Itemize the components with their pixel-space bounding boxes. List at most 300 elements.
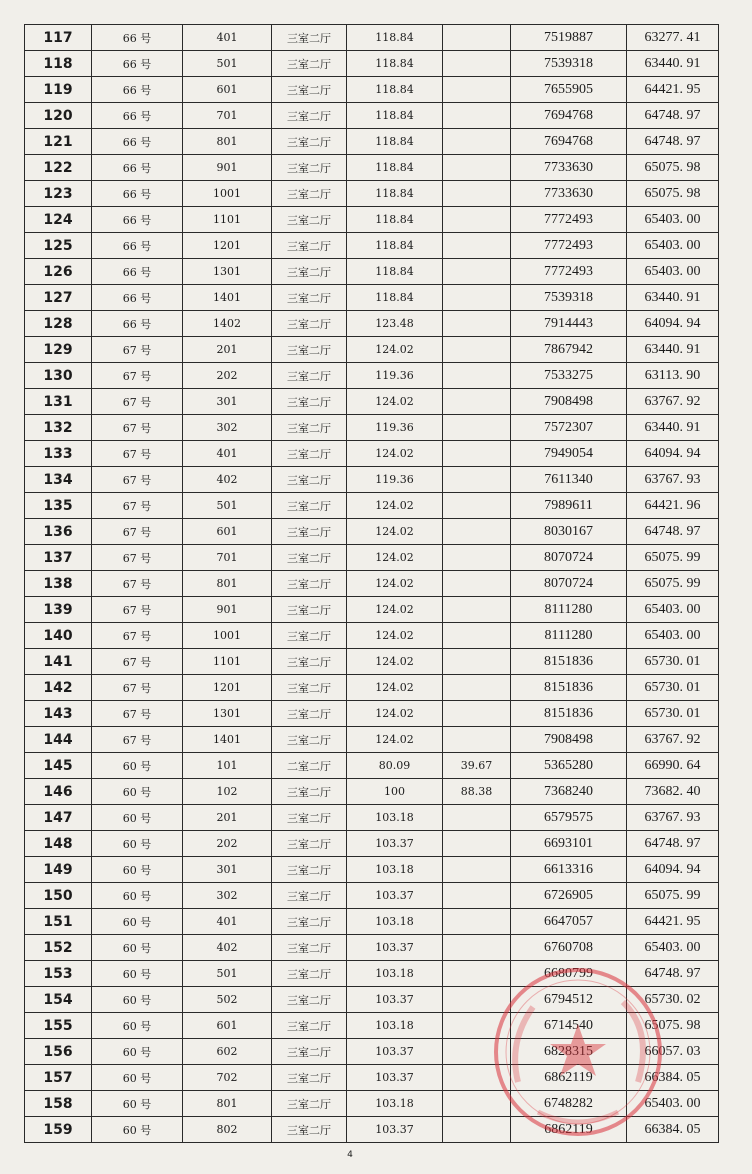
table-row (25, 649, 719, 675)
extra-area-cell (443, 987, 511, 1013)
unit-number-cell: 701 (183, 545, 272, 571)
unit-number-cell: 201 (183, 805, 272, 831)
layout-type-cell: 二室二厅 (272, 753, 347, 779)
unit-number-cell: 402 (183, 935, 272, 961)
unit-price-cell: 65730. 02 (627, 987, 719, 1013)
total-price-cell: 6828315 (511, 1039, 627, 1065)
table-row (25, 441, 719, 467)
floor-area-cell: 123.48 (347, 311, 443, 337)
floor-area-cell: 103.37 (347, 1065, 443, 1091)
floor-area-cell: 103.18 (347, 857, 443, 883)
building-number-cell: 60 号 (92, 1013, 183, 1039)
layout-type-cell: 三室二厅 (272, 961, 347, 987)
total-price-cell: 7908498 (511, 389, 627, 415)
total-price-cell: 7908498 (511, 727, 627, 753)
total-price-cell: 8151836 (511, 701, 627, 727)
extra-area-cell (443, 493, 511, 519)
unit-price-cell: 64748. 97 (627, 129, 719, 155)
floor-area-cell: 118.84 (347, 51, 443, 77)
layout-type-cell: 三室二厅 (272, 51, 347, 77)
total-price-cell: 8151836 (511, 675, 627, 701)
floor-area-cell: 118.84 (347, 103, 443, 129)
building-number-cell: 66 号 (92, 207, 183, 233)
floor-area-cell: 118.84 (347, 25, 443, 51)
unit-number-cell: 502 (183, 987, 272, 1013)
floor-area-cell: 124.02 (347, 519, 443, 545)
row-number-cell: 117 (25, 25, 92, 51)
row-number-cell: 129 (25, 337, 92, 363)
extra-area-cell (443, 259, 511, 285)
building-number-cell: 60 号 (92, 1117, 183, 1143)
extra-area-cell (443, 207, 511, 233)
row-number-cell: 126 (25, 259, 92, 285)
row-number-cell: 134 (25, 467, 92, 493)
layout-type-cell: 三室二厅 (272, 857, 347, 883)
layout-type-cell: 三室二厅 (272, 545, 347, 571)
total-price-cell: 5365280 (511, 753, 627, 779)
floor-area-cell: 119.36 (347, 467, 443, 493)
unit-number-cell: 1001 (183, 181, 272, 207)
total-price-cell: 7611340 (511, 467, 627, 493)
extra-area-cell (443, 857, 511, 883)
row-number-cell: 128 (25, 311, 92, 337)
unit-number-cell: 401 (183, 441, 272, 467)
floor-area-cell: 124.02 (347, 727, 443, 753)
table-row (25, 155, 719, 181)
layout-type-cell: 三室二厅 (272, 259, 347, 285)
layout-type-cell: 三室二厅 (272, 311, 347, 337)
row-number-cell: 150 (25, 883, 92, 909)
total-price-cell: 8070724 (511, 571, 627, 597)
extra-area-cell (443, 155, 511, 181)
layout-type-cell: 三室二厅 (272, 467, 347, 493)
floor-area-cell: 124.02 (347, 649, 443, 675)
row-number-cell: 152 (25, 935, 92, 961)
building-number-cell: 66 号 (92, 51, 183, 77)
building-number-cell: 67 号 (92, 415, 183, 441)
extra-area-cell (443, 389, 511, 415)
row-number-cell: 140 (25, 623, 92, 649)
total-price-cell: 6693101 (511, 831, 627, 857)
row-number-cell: 159 (25, 1117, 92, 1143)
building-number-cell: 60 号 (92, 909, 183, 935)
floor-area-cell: 119.36 (347, 363, 443, 389)
row-number-cell: 135 (25, 493, 92, 519)
row-number-cell: 145 (25, 753, 92, 779)
unit-price-cell: 65403. 00 (627, 233, 719, 259)
floor-area-cell: 124.02 (347, 493, 443, 519)
unit-price-cell: 65075. 98 (627, 1013, 719, 1039)
unit-number-cell: 602 (183, 1039, 272, 1065)
floor-area-cell: 124.02 (347, 623, 443, 649)
table-row (25, 415, 719, 441)
building-number-cell: 66 号 (92, 103, 183, 129)
floor-area-cell: 124.02 (347, 545, 443, 571)
unit-number-cell: 202 (183, 363, 272, 389)
total-price-cell: 8151836 (511, 649, 627, 675)
floor-area-cell: 118.84 (347, 181, 443, 207)
floor-area-cell: 124.02 (347, 571, 443, 597)
unit-number-cell: 801 (183, 571, 272, 597)
table-row (25, 701, 719, 727)
unit-number-cell: 1201 (183, 675, 272, 701)
layout-type-cell: 三室二厅 (272, 25, 347, 51)
total-price-cell: 8111280 (511, 623, 627, 649)
extra-area-cell (443, 571, 511, 597)
building-number-cell: 66 号 (92, 259, 183, 285)
total-price-cell: 6862119 (511, 1065, 627, 1091)
floor-area-cell: 124.02 (347, 701, 443, 727)
table-row (25, 207, 719, 233)
row-number-cell: 120 (25, 103, 92, 129)
row-number-cell: 131 (25, 389, 92, 415)
building-number-cell: 60 号 (92, 935, 183, 961)
table-row (25, 961, 719, 987)
extra-area-cell (443, 831, 511, 857)
unit-price-cell: 66990. 64 (627, 753, 719, 779)
table-row (25, 727, 719, 753)
extra-area-cell (443, 311, 511, 337)
row-number-cell: 151 (25, 909, 92, 935)
total-price-cell: 7655905 (511, 77, 627, 103)
table-row (25, 77, 719, 103)
floor-area-cell: 118.84 (347, 77, 443, 103)
layout-type-cell: 三室二厅 (272, 233, 347, 259)
extra-area-cell (443, 441, 511, 467)
unit-number-cell: 1401 (183, 727, 272, 753)
layout-type-cell: 三室二厅 (272, 1091, 347, 1117)
building-number-cell: 66 号 (92, 233, 183, 259)
floor-area-cell: 124.02 (347, 597, 443, 623)
extra-area-cell (443, 51, 511, 77)
building-number-cell: 67 号 (92, 675, 183, 701)
total-price-cell: 7368240 (511, 779, 627, 805)
building-number-cell: 67 号 (92, 363, 183, 389)
unit-price-cell: 66384. 05 (627, 1065, 719, 1091)
floor-area-cell: 124.02 (347, 675, 443, 701)
floor-area-cell: 118.84 (347, 233, 443, 259)
unit-price-cell: 63767. 92 (627, 389, 719, 415)
layout-type-cell: 三室二厅 (272, 649, 347, 675)
unit-number-cell: 301 (183, 857, 272, 883)
floor-area-cell: 119.36 (347, 415, 443, 441)
table-row (25, 1117, 719, 1143)
building-number-cell: 60 号 (92, 805, 183, 831)
unit-price-cell: 64094. 94 (627, 857, 719, 883)
unit-price-cell: 65403. 00 (627, 259, 719, 285)
unit-number-cell: 601 (183, 1013, 272, 1039)
row-number-cell: 144 (25, 727, 92, 753)
building-number-cell: 66 号 (92, 77, 183, 103)
building-number-cell: 60 号 (92, 961, 183, 987)
row-number-cell: 149 (25, 857, 92, 883)
table-row (25, 311, 719, 337)
extra-area-cell (443, 233, 511, 259)
extra-area-cell (443, 701, 511, 727)
extra-area-cell (443, 1091, 511, 1117)
table-row (25, 753, 719, 779)
extra-area-cell (443, 1013, 511, 1039)
table-row (25, 233, 719, 259)
total-price-cell: 8070724 (511, 545, 627, 571)
unit-price-cell: 64748. 97 (627, 961, 719, 987)
extra-area-cell: 88.38 (443, 779, 511, 805)
building-number-cell: 67 号 (92, 545, 183, 571)
row-number-cell: 136 (25, 519, 92, 545)
unit-number-cell: 202 (183, 831, 272, 857)
extra-area-cell (443, 961, 511, 987)
building-number-cell: 66 号 (92, 285, 183, 311)
layout-type-cell: 三室二厅 (272, 987, 347, 1013)
total-price-cell: 7539318 (511, 285, 627, 311)
building-number-cell: 67 号 (92, 467, 183, 493)
table-row (25, 259, 719, 285)
table-row (25, 519, 719, 545)
unit-price-cell: 65403. 00 (627, 623, 719, 649)
table-row (25, 285, 719, 311)
total-price-cell: 6794512 (511, 987, 627, 1013)
table-row (25, 1039, 719, 1065)
unit-price-cell: 73682. 40 (627, 779, 719, 805)
row-number-cell: 146 (25, 779, 92, 805)
unit-number-cell: 901 (183, 155, 272, 181)
floor-area-cell: 103.37 (347, 935, 443, 961)
unit-price-cell: 65075. 98 (627, 181, 719, 207)
floor-area-cell: 124.02 (347, 389, 443, 415)
layout-type-cell: 三室二厅 (272, 1013, 347, 1039)
table-body (25, 25, 719, 1143)
row-number-cell: 118 (25, 51, 92, 77)
row-number-cell: 139 (25, 597, 92, 623)
table-row (25, 831, 719, 857)
layout-type-cell: 三室二厅 (272, 779, 347, 805)
unit-number-cell: 1301 (183, 259, 272, 285)
page-number: 4 (347, 1150, 353, 1160)
total-price-cell: 6613316 (511, 857, 627, 883)
building-number-cell: 67 号 (92, 441, 183, 467)
total-price-cell: 6748282 (511, 1091, 627, 1117)
unit-price-cell: 64748. 97 (627, 519, 719, 545)
layout-type-cell: 三室二厅 (272, 883, 347, 909)
unit-price-cell: 65730. 01 (627, 649, 719, 675)
building-number-cell: 60 号 (92, 831, 183, 857)
row-number-cell: 121 (25, 129, 92, 155)
total-price-cell: 7694768 (511, 103, 627, 129)
unit-price-cell: 66057. 03 (627, 1039, 719, 1065)
unit-price-cell: 63113. 90 (627, 363, 719, 389)
extra-area-cell (443, 727, 511, 753)
total-price-cell: 7533275 (511, 363, 627, 389)
unit-price-cell: 64421. 96 (627, 493, 719, 519)
row-number-cell: 133 (25, 441, 92, 467)
layout-type-cell: 三室二厅 (272, 597, 347, 623)
unit-number-cell: 601 (183, 519, 272, 545)
table-row (25, 389, 719, 415)
floor-area-cell: 118.84 (347, 155, 443, 181)
housing-price-table (24, 24, 719, 1143)
total-price-cell: 6714540 (511, 1013, 627, 1039)
total-price-cell: 6647057 (511, 909, 627, 935)
total-price-cell: 7867942 (511, 337, 627, 363)
layout-type-cell: 三室二厅 (272, 831, 347, 857)
layout-type-cell: 三室二厅 (272, 77, 347, 103)
unit-price-cell: 63277. 41 (627, 25, 719, 51)
building-number-cell: 60 号 (92, 1039, 183, 1065)
total-price-cell: 7694768 (511, 129, 627, 155)
total-price-cell: 7733630 (511, 155, 627, 181)
building-number-cell: 67 号 (92, 519, 183, 545)
floor-area-cell: 103.37 (347, 987, 443, 1013)
extra-area-cell (443, 415, 511, 441)
total-price-cell: 6579575 (511, 805, 627, 831)
row-number-cell: 141 (25, 649, 92, 675)
unit-number-cell: 601 (183, 77, 272, 103)
unit-price-cell: 64421. 95 (627, 77, 719, 103)
layout-type-cell: 三室二厅 (272, 207, 347, 233)
unit-price-cell: 66384. 05 (627, 1117, 719, 1143)
unit-number-cell: 1402 (183, 311, 272, 337)
building-number-cell: 60 号 (92, 883, 183, 909)
table-row (25, 857, 719, 883)
total-price-cell: 7539318 (511, 51, 627, 77)
unit-number-cell: 201 (183, 337, 272, 363)
table-row (25, 1013, 719, 1039)
total-price-cell: 7989611 (511, 493, 627, 519)
extra-area-cell (443, 363, 511, 389)
total-price-cell: 7572307 (511, 415, 627, 441)
unit-number-cell: 1401 (183, 285, 272, 311)
table-row (25, 909, 719, 935)
building-number-cell: 67 号 (92, 623, 183, 649)
unit-number-cell: 1201 (183, 233, 272, 259)
row-number-cell: 122 (25, 155, 92, 181)
layout-type-cell: 三室二厅 (272, 675, 347, 701)
unit-number-cell: 101 (183, 753, 272, 779)
unit-price-cell: 65075. 99 (627, 883, 719, 909)
unit-price-cell: 63440. 91 (627, 51, 719, 77)
extra-area-cell (443, 285, 511, 311)
layout-type-cell: 三室二厅 (272, 181, 347, 207)
total-price-cell: 6726905 (511, 883, 627, 909)
extra-area-cell (443, 909, 511, 935)
unit-price-cell: 65403. 00 (627, 597, 719, 623)
row-number-cell: 157 (25, 1065, 92, 1091)
building-number-cell: 66 号 (92, 129, 183, 155)
unit-price-cell: 63440. 91 (627, 285, 719, 311)
unit-number-cell: 1101 (183, 207, 272, 233)
layout-type-cell: 三室二厅 (272, 935, 347, 961)
total-price-cell: 7772493 (511, 233, 627, 259)
layout-type-cell: 三室二厅 (272, 285, 347, 311)
unit-number-cell: 501 (183, 51, 272, 77)
extra-area-cell (443, 337, 511, 363)
building-number-cell: 67 号 (92, 493, 183, 519)
unit-number-cell: 701 (183, 103, 272, 129)
layout-type-cell: 三室二厅 (272, 727, 347, 753)
unit-number-cell: 801 (183, 129, 272, 155)
floor-area-cell: 103.37 (347, 883, 443, 909)
layout-type-cell: 三室二厅 (272, 129, 347, 155)
building-number-cell: 60 号 (92, 987, 183, 1013)
unit-number-cell: 301 (183, 389, 272, 415)
building-number-cell: 67 号 (92, 597, 183, 623)
building-number-cell: 60 号 (92, 857, 183, 883)
total-price-cell: 8030167 (511, 519, 627, 545)
row-number-cell: 154 (25, 987, 92, 1013)
building-number-cell: 66 号 (92, 311, 183, 337)
unit-price-cell: 63440. 91 (627, 337, 719, 363)
unit-number-cell: 702 (183, 1065, 272, 1091)
unit-number-cell: 401 (183, 909, 272, 935)
unit-price-cell: 64094. 94 (627, 441, 719, 467)
layout-type-cell: 三室二厅 (272, 103, 347, 129)
unit-number-cell: 302 (183, 415, 272, 441)
row-number-cell: 132 (25, 415, 92, 441)
extra-area-cell (443, 467, 511, 493)
layout-type-cell: 三室二厅 (272, 155, 347, 181)
extra-area-cell (443, 129, 511, 155)
table-row (25, 571, 719, 597)
unit-price-cell: 65403. 00 (627, 1091, 719, 1117)
layout-type-cell: 三室二厅 (272, 363, 347, 389)
table-row (25, 1065, 719, 1091)
row-number-cell: 130 (25, 363, 92, 389)
unit-number-cell: 1301 (183, 701, 272, 727)
row-number-cell: 123 (25, 181, 92, 207)
layout-type-cell: 三室二厅 (272, 623, 347, 649)
unit-price-cell: 63767. 93 (627, 467, 719, 493)
floor-area-cell: 118.84 (347, 207, 443, 233)
building-number-cell: 67 号 (92, 649, 183, 675)
layout-type-cell: 三室二厅 (272, 571, 347, 597)
unit-price-cell: 63767. 92 (627, 727, 719, 753)
layout-type-cell: 三室二厅 (272, 415, 347, 441)
extra-area-cell (443, 103, 511, 129)
row-number-cell: 124 (25, 207, 92, 233)
extra-area-cell (443, 25, 511, 51)
row-number-cell: 148 (25, 831, 92, 857)
layout-type-cell: 三室二厅 (272, 519, 347, 545)
floor-area-cell: 100 (347, 779, 443, 805)
unit-number-cell: 802 (183, 1117, 272, 1143)
building-number-cell: 67 号 (92, 389, 183, 415)
table-row (25, 103, 719, 129)
unit-price-cell: 65075. 99 (627, 545, 719, 571)
extra-area-cell (443, 1065, 511, 1091)
unit-price-cell: 65730. 01 (627, 675, 719, 701)
layout-type-cell: 三室二厅 (272, 389, 347, 415)
building-number-cell: 60 号 (92, 1091, 183, 1117)
row-number-cell: 138 (25, 571, 92, 597)
unit-number-cell: 302 (183, 883, 272, 909)
unit-price-cell: 64748. 97 (627, 831, 719, 857)
unit-price-cell: 63767. 93 (627, 805, 719, 831)
unit-price-cell: 63440. 91 (627, 415, 719, 441)
total-price-cell: 7772493 (511, 207, 627, 233)
unit-number-cell: 402 (183, 467, 272, 493)
row-number-cell: 156 (25, 1039, 92, 1065)
table-row (25, 597, 719, 623)
unit-price-cell: 64748. 97 (627, 103, 719, 129)
unit-number-cell: 102 (183, 779, 272, 805)
row-number-cell: 158 (25, 1091, 92, 1117)
building-number-cell: 60 号 (92, 1065, 183, 1091)
floor-area-cell: 103.18 (347, 805, 443, 831)
table-row (25, 779, 719, 805)
extra-area-cell (443, 649, 511, 675)
building-number-cell: 67 号 (92, 701, 183, 727)
table-row (25, 25, 719, 51)
